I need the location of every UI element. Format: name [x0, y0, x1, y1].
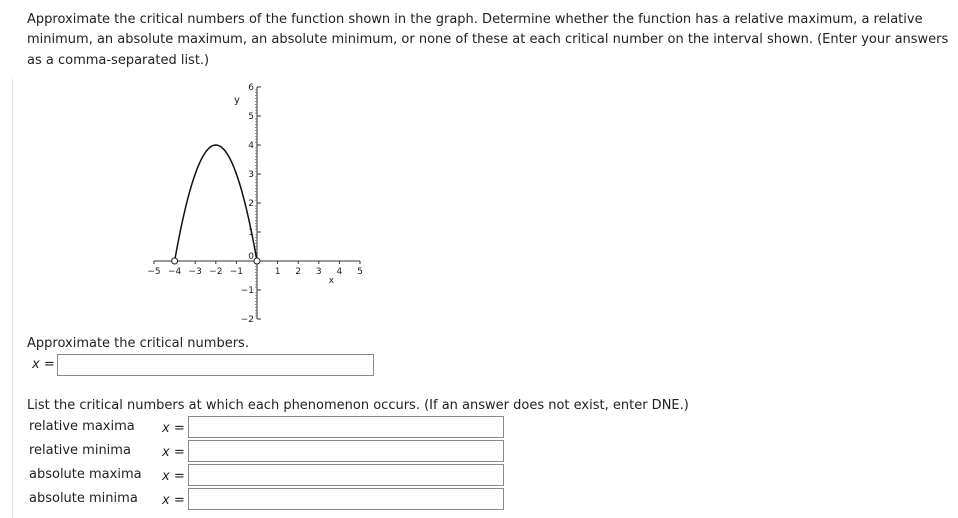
absolute-maxima-input[interactable]: [188, 464, 504, 486]
critical-x-equals: x =: [32, 357, 55, 372]
origin-label: 0: [248, 252, 254, 262]
x-tick-label: −2: [209, 267, 223, 277]
open-endpoint: [254, 258, 260, 264]
y-tick-label: 2: [248, 199, 254, 209]
y-tick-label: −2: [240, 315, 254, 325]
critical-numbers-label: Approximate the critical numbers.: [27, 336, 249, 351]
x-tick-label: −1: [229, 267, 244, 277]
absolute-minima-input[interactable]: [188, 488, 504, 510]
y-tick-label: 1: [248, 228, 254, 238]
x-tick-label: −3: [188, 267, 202, 277]
relative-minima-label: relative minima: [29, 443, 131, 458]
question-text: Approximate the critical numbers of the function shown in the graph. Determine whether the function has a relative maximum, a relative minimum, an absolute maximum, an absolute minimum, or none of these at each critical number on the interval shown. (Enter your answers as a comma-separated list.): [27, 12, 949, 68]
x-tick-label: 4: [336, 267, 343, 277]
absolute-minima-label: absolute minima: [29, 491, 138, 506]
x-tick-label: 3: [315, 267, 322, 277]
open-endpoint: [172, 258, 178, 264]
y-axis-label: y: [234, 95, 240, 106]
y-tick-label: −1: [240, 286, 254, 296]
absolute-maxima-x-equals: x =: [162, 469, 185, 484]
y-tick-label: 5: [248, 112, 254, 122]
relative-minima-input[interactable]: [188, 440, 504, 462]
x-tick-label: −5: [147, 267, 161, 277]
absolute-minima-x-equals: x =: [162, 493, 185, 508]
relative-maxima-x-equals: x =: [162, 421, 185, 436]
absolute-maxima-label: absolute maxima: [29, 467, 142, 482]
function-graph: [120, 80, 390, 330]
x-tick-label: 1: [274, 267, 281, 277]
y-tick-label: 4: [248, 141, 254, 151]
relative-maxima-input[interactable]: [188, 416, 504, 438]
y-tick-label: 6: [248, 83, 254, 93]
function-curve: [175, 145, 257, 261]
x-tick-label: 5: [357, 267, 363, 277]
left-divider: [12, 79, 13, 518]
y-tick-label: 3: [248, 170, 254, 180]
relative-minima-x-equals: x =: [162, 445, 185, 460]
critical-numbers-input[interactable]: [57, 354, 374, 376]
x-tick-label: −4: [167, 267, 182, 277]
relative-maxima-label: relative maxima: [29, 419, 135, 434]
x-axis-label: x: [328, 276, 335, 286]
x-tick-label: 2: [295, 267, 302, 277]
phenomena-instructions: List the critical numbers at which each phenomenon occurs. (If an answer does not exist, enter DNE.): [27, 398, 689, 413]
